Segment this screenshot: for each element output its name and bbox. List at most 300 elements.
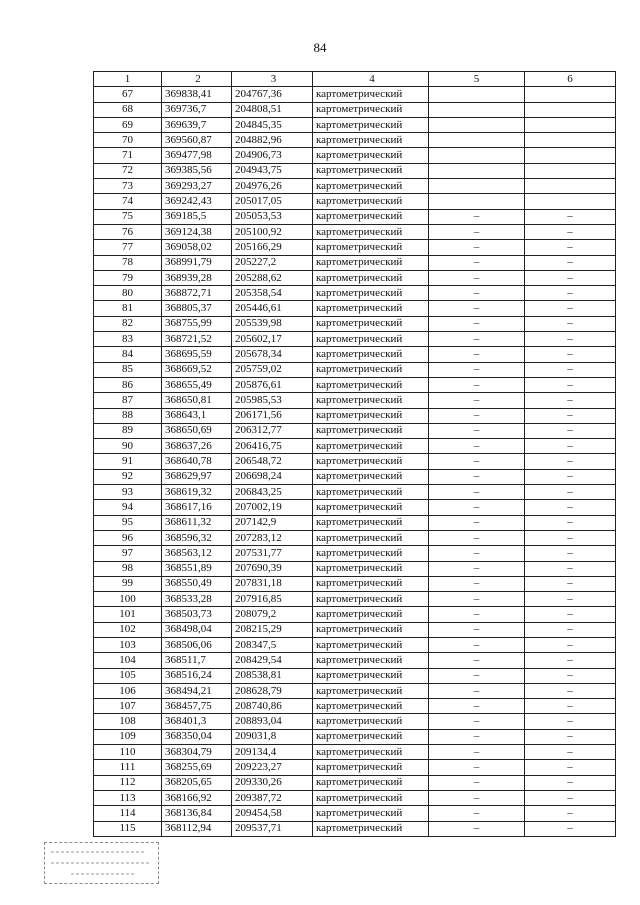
table-row (94, 699, 616, 714)
table-row (94, 790, 616, 805)
table-cell: – (525, 469, 616, 484)
document-stamp (44, 842, 159, 884)
table-cell: 368655,49 (162, 377, 232, 392)
table-cell: 206171,56 (232, 408, 313, 423)
table-cell: – (429, 240, 525, 255)
table-cell: 204906,73 (232, 148, 313, 163)
table-cell: – (429, 561, 525, 576)
table-cell: картометрический (313, 485, 429, 500)
table-cell (525, 133, 616, 148)
table-cell: – (525, 775, 616, 790)
table-cell: – (525, 362, 616, 377)
table-cell: картометрический (313, 194, 429, 209)
table-cell: – (429, 362, 525, 377)
table-cell: 97 (94, 546, 162, 561)
table-cell: – (429, 485, 525, 500)
table-cell: – (429, 790, 525, 805)
table-cell (525, 117, 616, 132)
table-cell: 86 (94, 377, 162, 392)
table-row (94, 592, 616, 607)
table-cell: 368619,32 (162, 485, 232, 500)
table-cell: картометрический (313, 454, 429, 469)
table-cell: 98 (94, 561, 162, 576)
table-cell: – (525, 316, 616, 331)
table-row (94, 653, 616, 668)
table-cell: 369385,56 (162, 163, 232, 178)
table-cell: 368304,79 (162, 745, 232, 760)
table-cell: 67 (94, 87, 162, 102)
table-cell: – (429, 668, 525, 683)
table-row (94, 255, 616, 270)
table-cell: 205358,54 (232, 286, 313, 301)
column-header: 2 (162, 72, 232, 87)
table-cell: – (429, 592, 525, 607)
column-header: 1 (94, 72, 162, 87)
table-cell: 369185,5 (162, 209, 232, 224)
table-cell: картометрический (313, 102, 429, 117)
table-cell: 105 (94, 668, 162, 683)
table-cell: картометрический (313, 209, 429, 224)
column-header: 4 (313, 72, 429, 87)
table-cell: картометрический (313, 362, 429, 377)
table-cell: 368637,26 (162, 439, 232, 454)
table-cell: 100 (94, 592, 162, 607)
table-row (94, 683, 616, 698)
table-cell: – (525, 790, 616, 805)
table-cell: 68 (94, 102, 162, 117)
table-cell: 73 (94, 179, 162, 194)
table-cell: – (525, 653, 616, 668)
table-row (94, 209, 616, 224)
table-cell: 369058,02 (162, 240, 232, 255)
table-cell: 209031,8 (232, 729, 313, 744)
table-cell: 204976,26 (232, 179, 313, 194)
table-cell: 369639,7 (162, 117, 232, 132)
table-cell: 209454,58 (232, 806, 313, 821)
table-cell: 368494,21 (162, 683, 232, 698)
table-cell: 369124,38 (162, 224, 232, 239)
table-cell: 74 (94, 194, 162, 209)
table-cell: 115 (94, 821, 162, 836)
table-cell: – (429, 224, 525, 239)
table-row (94, 745, 616, 760)
table-cell: картометрический (313, 745, 429, 760)
table-cell: – (429, 255, 525, 270)
table-cell: 106 (94, 683, 162, 698)
table-cell: – (525, 377, 616, 392)
table-row (94, 148, 616, 163)
table-cell: 368563,12 (162, 546, 232, 561)
table-cell: картометрический (313, 729, 429, 744)
table-cell: 209330,26 (232, 775, 313, 790)
table-cell (525, 148, 616, 163)
table-row (94, 821, 616, 836)
table-cell: 94 (94, 500, 162, 515)
table-row (94, 286, 616, 301)
table-body (94, 87, 616, 837)
table-cell: 368596,32 (162, 530, 232, 545)
table-cell: 368695,59 (162, 347, 232, 362)
table-cell: 206312,77 (232, 423, 313, 438)
table-cell (525, 194, 616, 209)
table-cell: – (525, 760, 616, 775)
table-cell: картометрический (313, 469, 429, 484)
table-row (94, 102, 616, 117)
table-cell: 208429,54 (232, 653, 313, 668)
table-cell: 368617,16 (162, 500, 232, 515)
table-row (94, 485, 616, 500)
table-row (94, 622, 616, 637)
table-cell: – (429, 637, 525, 652)
table-cell: картометрический (313, 163, 429, 178)
table-cell: картометрический (313, 87, 429, 102)
table-cell: – (429, 439, 525, 454)
table-cell: – (525, 714, 616, 729)
table-cell: – (429, 316, 525, 331)
table-cell (429, 179, 525, 194)
table-cell: 369838,41 (162, 87, 232, 102)
table-cell: – (429, 729, 525, 744)
table-cell: 205539,98 (232, 316, 313, 331)
table-cell: – (525, 683, 616, 698)
table-cell: – (525, 255, 616, 270)
table-cell: – (429, 653, 525, 668)
table-row (94, 576, 616, 591)
table-cell: – (525, 607, 616, 622)
page-number: 84 (313, 40, 327, 55)
table-cell: – (429, 683, 525, 698)
table-cell: – (429, 408, 525, 423)
table-row (94, 607, 616, 622)
table-cell: картометрический (313, 332, 429, 347)
table-cell: – (429, 301, 525, 316)
table-cell (429, 133, 525, 148)
table-cell: 204882,96 (232, 133, 313, 148)
table-cell: 209387,72 (232, 790, 313, 805)
table-cell: – (429, 607, 525, 622)
table-cell: – (525, 286, 616, 301)
table-cell: – (525, 806, 616, 821)
table-cell: 205446,61 (232, 301, 313, 316)
table-cell: 101 (94, 607, 162, 622)
table-cell: 368350,04 (162, 729, 232, 744)
table-cell: – (525, 821, 616, 836)
table-cell: – (429, 209, 525, 224)
table-cell: 95 (94, 515, 162, 530)
table-cell: 99 (94, 576, 162, 591)
table-row (94, 224, 616, 239)
table-cell: 207916,85 (232, 592, 313, 607)
table-cell (429, 148, 525, 163)
table-cell: картометрический (313, 607, 429, 622)
table-cell: 81 (94, 301, 162, 316)
table-cell: – (525, 209, 616, 224)
table-cell: картометрический (313, 270, 429, 285)
table-cell: – (525, 224, 616, 239)
table-cell: 368991,79 (162, 255, 232, 270)
table-cell: – (429, 377, 525, 392)
table-cell: – (525, 745, 616, 760)
table-cell: – (429, 423, 525, 438)
table-cell: 205053,53 (232, 209, 313, 224)
table-cell: картометрический (313, 179, 429, 194)
table-cell: 204767,36 (232, 87, 313, 102)
table-cell: картометрический (313, 515, 429, 530)
table-row (94, 347, 616, 362)
table-cell: 205985,53 (232, 393, 313, 408)
column-header: 3 (232, 72, 313, 87)
table-cell: – (525, 439, 616, 454)
table-row (94, 240, 616, 255)
table-cell: 92 (94, 469, 162, 484)
table-cell: 369293,27 (162, 179, 232, 194)
table-row (94, 316, 616, 331)
table-cell: 110 (94, 745, 162, 760)
table-cell: 207831,18 (232, 576, 313, 591)
table-cell: 368166,92 (162, 790, 232, 805)
table-cell: 90 (94, 439, 162, 454)
table-cell: 84 (94, 347, 162, 362)
table-cell: – (525, 347, 616, 362)
table-cell: 368669,52 (162, 362, 232, 377)
table-row (94, 500, 616, 515)
table-cell: 88 (94, 408, 162, 423)
table-cell: 79 (94, 270, 162, 285)
table-cell: картометрический (313, 592, 429, 607)
table-row (94, 561, 616, 576)
table-cell: 80 (94, 286, 162, 301)
table-cell: 71 (94, 148, 162, 163)
table-row (94, 515, 616, 530)
table-row (94, 133, 616, 148)
table-cell: 205227,2 (232, 255, 313, 270)
table-cell: 207690,39 (232, 561, 313, 576)
table-cell: 368533,28 (162, 592, 232, 607)
table-cell: картометрический (313, 699, 429, 714)
table-row (94, 87, 616, 102)
table-cell: 368650,81 (162, 393, 232, 408)
table-cell: 114 (94, 806, 162, 821)
table-row (94, 806, 616, 821)
table-cell: – (525, 699, 616, 714)
table-row (94, 117, 616, 132)
table-cell: – (525, 301, 616, 316)
table-cell: 369477,98 (162, 148, 232, 163)
table-cell: 113 (94, 790, 162, 805)
table-cell: – (525, 270, 616, 285)
table-cell: – (429, 576, 525, 591)
table-cell: 205678,34 (232, 347, 313, 362)
table-cell: – (429, 286, 525, 301)
table-cell: 368611,32 (162, 515, 232, 530)
table-cell: 368550,49 (162, 576, 232, 591)
table-cell: – (429, 760, 525, 775)
table-cell: картометрический (313, 683, 429, 698)
table-cell: – (429, 745, 525, 760)
table-cell: – (525, 546, 616, 561)
table-cell: картометрический (313, 439, 429, 454)
table-cell: 206698,24 (232, 469, 313, 484)
table-cell: – (525, 530, 616, 545)
table-cell: 208079,2 (232, 607, 313, 622)
table-row (94, 332, 616, 347)
table-cell: – (429, 270, 525, 285)
table-cell: 368551,89 (162, 561, 232, 576)
table-cell: картометрический (313, 760, 429, 775)
table-cell: 368503,73 (162, 607, 232, 622)
table-cell: 208347,5 (232, 637, 313, 652)
table-cell: 368640,78 (162, 454, 232, 469)
table-cell (525, 102, 616, 117)
table-cell: 103 (94, 637, 162, 652)
table-cell: картометрический (313, 637, 429, 652)
table-cell: 104 (94, 653, 162, 668)
table-cell: 209223,27 (232, 760, 313, 775)
table-cell: 205876,61 (232, 377, 313, 392)
table-cell: 368205,65 (162, 775, 232, 790)
table-cell: 368457,75 (162, 699, 232, 714)
table-cell: 205288,62 (232, 270, 313, 285)
coordinates-table (93, 71, 616, 837)
table-cell: 206548,72 (232, 454, 313, 469)
table-cell: 368506,06 (162, 637, 232, 652)
table-cell: – (525, 423, 616, 438)
table-cell: картометрический (313, 714, 429, 729)
table-cell: 112 (94, 775, 162, 790)
table-row (94, 546, 616, 561)
table-cell: 96 (94, 530, 162, 545)
table-cell: 368872,71 (162, 286, 232, 301)
table-row (94, 729, 616, 744)
table-row (94, 530, 616, 545)
table-cell: картометрический (313, 133, 429, 148)
table-cell (525, 163, 616, 178)
table-cell: картометрический (313, 408, 429, 423)
table-cell: 208538,81 (232, 668, 313, 683)
table-cell: картометрический (313, 301, 429, 316)
table-cell: – (429, 699, 525, 714)
table-cell (429, 102, 525, 117)
table-cell: 207283,12 (232, 530, 313, 545)
table-cell: картометрический (313, 668, 429, 683)
table-cell: картометрический (313, 561, 429, 576)
table-cell: 75 (94, 209, 162, 224)
table-row (94, 377, 616, 392)
table-cell: 369560,87 (162, 133, 232, 148)
table-cell: картометрический (313, 790, 429, 805)
table-cell: 82 (94, 316, 162, 331)
table-cell: 368755,99 (162, 316, 232, 331)
table-cell: картометрический (313, 393, 429, 408)
table-cell: 69 (94, 117, 162, 132)
table-row (94, 454, 616, 469)
table-cell: 206416,75 (232, 439, 313, 454)
table-cell: 208740,86 (232, 699, 313, 714)
table-cell: – (429, 515, 525, 530)
column-header: 6 (525, 72, 616, 87)
table-cell: 205759,02 (232, 362, 313, 377)
table-cell: картометрический (313, 240, 429, 255)
table-cell: 368805,37 (162, 301, 232, 316)
table-cell: 107 (94, 699, 162, 714)
table-cell: – (525, 454, 616, 469)
table-cell: 72 (94, 163, 162, 178)
table-row (94, 469, 616, 484)
table-cell: 208893,04 (232, 714, 313, 729)
table-cell: картометрический (313, 423, 429, 438)
table-cell: – (525, 500, 616, 515)
table-cell: – (429, 622, 525, 637)
table-cell: 111 (94, 760, 162, 775)
table-cell: 368401,3 (162, 714, 232, 729)
table-cell: 368136,84 (162, 806, 232, 821)
table-cell: картометрический (313, 546, 429, 561)
table-cell: – (525, 485, 616, 500)
table-cell: 77 (94, 240, 162, 255)
table-cell: – (525, 622, 616, 637)
table-cell: 87 (94, 393, 162, 408)
table-row (94, 760, 616, 775)
table-row (94, 362, 616, 377)
table-row (94, 439, 616, 454)
table-cell: 78 (94, 255, 162, 270)
table-cell: – (525, 561, 616, 576)
table-cell: 207002,19 (232, 500, 313, 515)
table-cell: 208215,29 (232, 622, 313, 637)
table-row (94, 423, 616, 438)
table-cell: картометрический (313, 148, 429, 163)
table-cell: – (429, 332, 525, 347)
table-row (94, 194, 616, 209)
table-cell: 368939,28 (162, 270, 232, 285)
table-cell: 204943,75 (232, 163, 313, 178)
table-cell: 208628,79 (232, 683, 313, 698)
table-cell: картометрический (313, 316, 429, 331)
table-cell: 205100,92 (232, 224, 313, 239)
table-cell: – (525, 637, 616, 652)
table-cell: – (525, 592, 616, 607)
table-row (94, 714, 616, 729)
table-header-row (94, 72, 616, 87)
table-cell: 93 (94, 485, 162, 500)
table-cell: – (429, 775, 525, 790)
table-cell: 368498,04 (162, 622, 232, 637)
table-cell: 102 (94, 622, 162, 637)
table-cell: – (525, 332, 616, 347)
table-cell (429, 163, 525, 178)
table-cell: 368643,1 (162, 408, 232, 423)
table-cell: 368255,69 (162, 760, 232, 775)
table-row (94, 408, 616, 423)
table-cell: – (525, 408, 616, 423)
table-cell (525, 87, 616, 102)
table-cell: 89 (94, 423, 162, 438)
table-row (94, 637, 616, 652)
table-cell: 108 (94, 714, 162, 729)
table-cell: картометрический (313, 117, 429, 132)
table-cell: 368721,52 (162, 332, 232, 347)
table-cell: – (429, 469, 525, 484)
table-cell: 207142,9 (232, 515, 313, 530)
table-cell: 369736,7 (162, 102, 232, 117)
table-cell: 76 (94, 224, 162, 239)
table-cell: 206843,25 (232, 485, 313, 500)
table-cell: – (429, 806, 525, 821)
table-cell: 207531,77 (232, 546, 313, 561)
table-row (94, 270, 616, 285)
table-cell: – (429, 347, 525, 362)
table-cell: 209537,71 (232, 821, 313, 836)
